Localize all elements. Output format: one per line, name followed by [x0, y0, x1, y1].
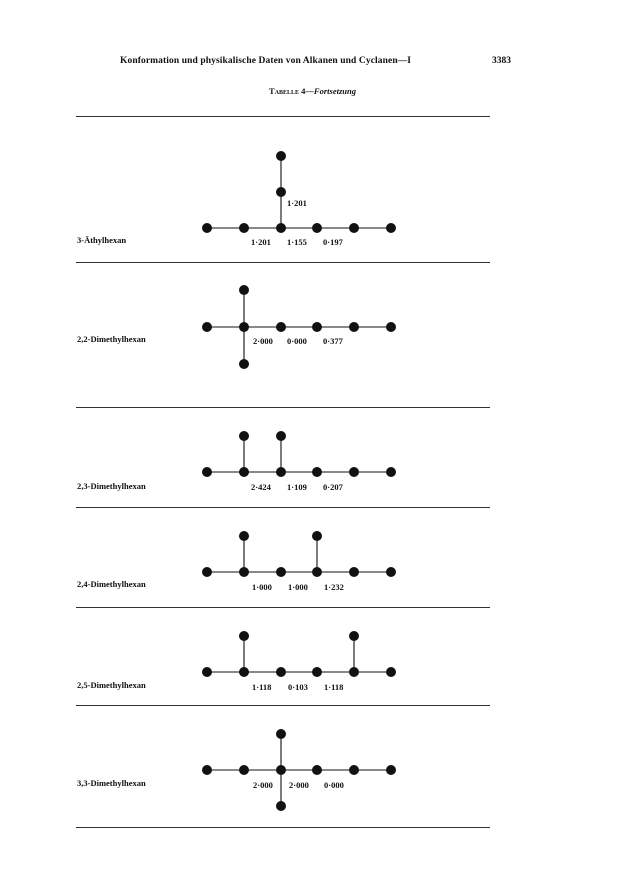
bond-value: 2·000 [253, 780, 273, 790]
graph-2-3-dimethylhexane [202, 431, 396, 492]
bond-value: 1·201 [287, 198, 307, 208]
bond-value: 1·232 [324, 582, 344, 592]
atom [276, 801, 286, 811]
atom [239, 531, 249, 541]
atom [239, 567, 249, 577]
compound-name-3-ethylhexane: 3-Äthylhexan [77, 235, 127, 245]
graph-2-5-dimethylhexane [202, 631, 396, 692]
bond-value: 2·000 [289, 780, 309, 790]
bond-value: 0·103 [288, 682, 308, 692]
atom [276, 567, 286, 577]
atom [349, 765, 359, 775]
atom [386, 322, 396, 332]
graph-3-3-dimethylhexane [202, 729, 396, 811]
atom [239, 223, 249, 233]
graph-2-2-dimethylhexane [202, 285, 396, 369]
atom [312, 467, 322, 477]
atom [202, 223, 212, 233]
table-caption-label: Tabelle 4 [269, 86, 306, 96]
compound-name-2-5-dimethylhexane: 2,5-Dimethylhexan [77, 680, 146, 690]
bond-value: 1·118 [324, 682, 344, 692]
atom [312, 667, 322, 677]
atom [276, 223, 286, 233]
bond-value: 1·118 [252, 682, 272, 692]
atom [349, 567, 359, 577]
atom [202, 567, 212, 577]
bond-value: 0·197 [323, 237, 343, 247]
atom [276, 322, 286, 332]
atom [312, 223, 322, 233]
page-number: 3383 [492, 56, 511, 66]
bond-value: 1·000 [288, 582, 308, 592]
atom [276, 729, 286, 739]
atom [386, 667, 396, 677]
atom [239, 765, 249, 775]
atom [349, 223, 359, 233]
bond-value: 0·000 [324, 780, 344, 790]
atom [239, 285, 249, 295]
atom [349, 322, 359, 332]
atom [202, 322, 212, 332]
atom [276, 765, 286, 775]
table-caption-continuation: —Fortsetzung [305, 86, 356, 96]
atom [239, 467, 249, 477]
bond-value: 0·377 [323, 336, 343, 346]
atom [202, 667, 212, 677]
atom [386, 765, 396, 775]
atom [202, 467, 212, 477]
atom [239, 322, 249, 332]
atom [276, 431, 286, 441]
atom [349, 467, 359, 477]
compound-name-2-2-dimethylhexane: 2,2-Dimethylhexan [77, 334, 146, 344]
atom [276, 187, 286, 197]
bond-value: 1·201 [251, 237, 271, 247]
compound-name-2-3-dimethylhexane: 2,3-Dimethylhexan [77, 481, 146, 491]
atom [386, 567, 396, 577]
atom [276, 151, 286, 161]
atom [312, 531, 322, 541]
bond-value: 2·000 [253, 336, 273, 346]
atom [239, 667, 249, 677]
atom [312, 765, 322, 775]
running-title: Konformation und physikalische Daten von Alkanen und Cyclanen—I [120, 56, 412, 66]
atom [349, 631, 359, 641]
atom [386, 223, 396, 233]
atom [239, 359, 249, 369]
bond-value: 2·424 [251, 482, 271, 492]
bond-value: 1·109 [287, 482, 307, 492]
compound-name-2-4-dimethylhexane: 2,4-Dimethylhexan [77, 579, 146, 589]
atom [202, 765, 212, 775]
atom [312, 322, 322, 332]
atom [239, 431, 249, 441]
bond-value: 0·207 [323, 482, 343, 492]
compound-name-3-3-dimethylhexane: 3,3-Dimethylhexan [77, 778, 146, 788]
atom [349, 667, 359, 677]
bond-value: 1·000 [252, 582, 272, 592]
atom [239, 631, 249, 641]
bond-value: 1·155 [287, 237, 307, 247]
graph-2-4-dimethylhexane [202, 531, 396, 592]
atom [312, 567, 322, 577]
bond-value: 0·000 [287, 336, 307, 346]
graph-3-ethylhexane [202, 151, 396, 247]
atom [276, 467, 286, 477]
atom [276, 667, 286, 677]
atom [386, 467, 396, 477]
